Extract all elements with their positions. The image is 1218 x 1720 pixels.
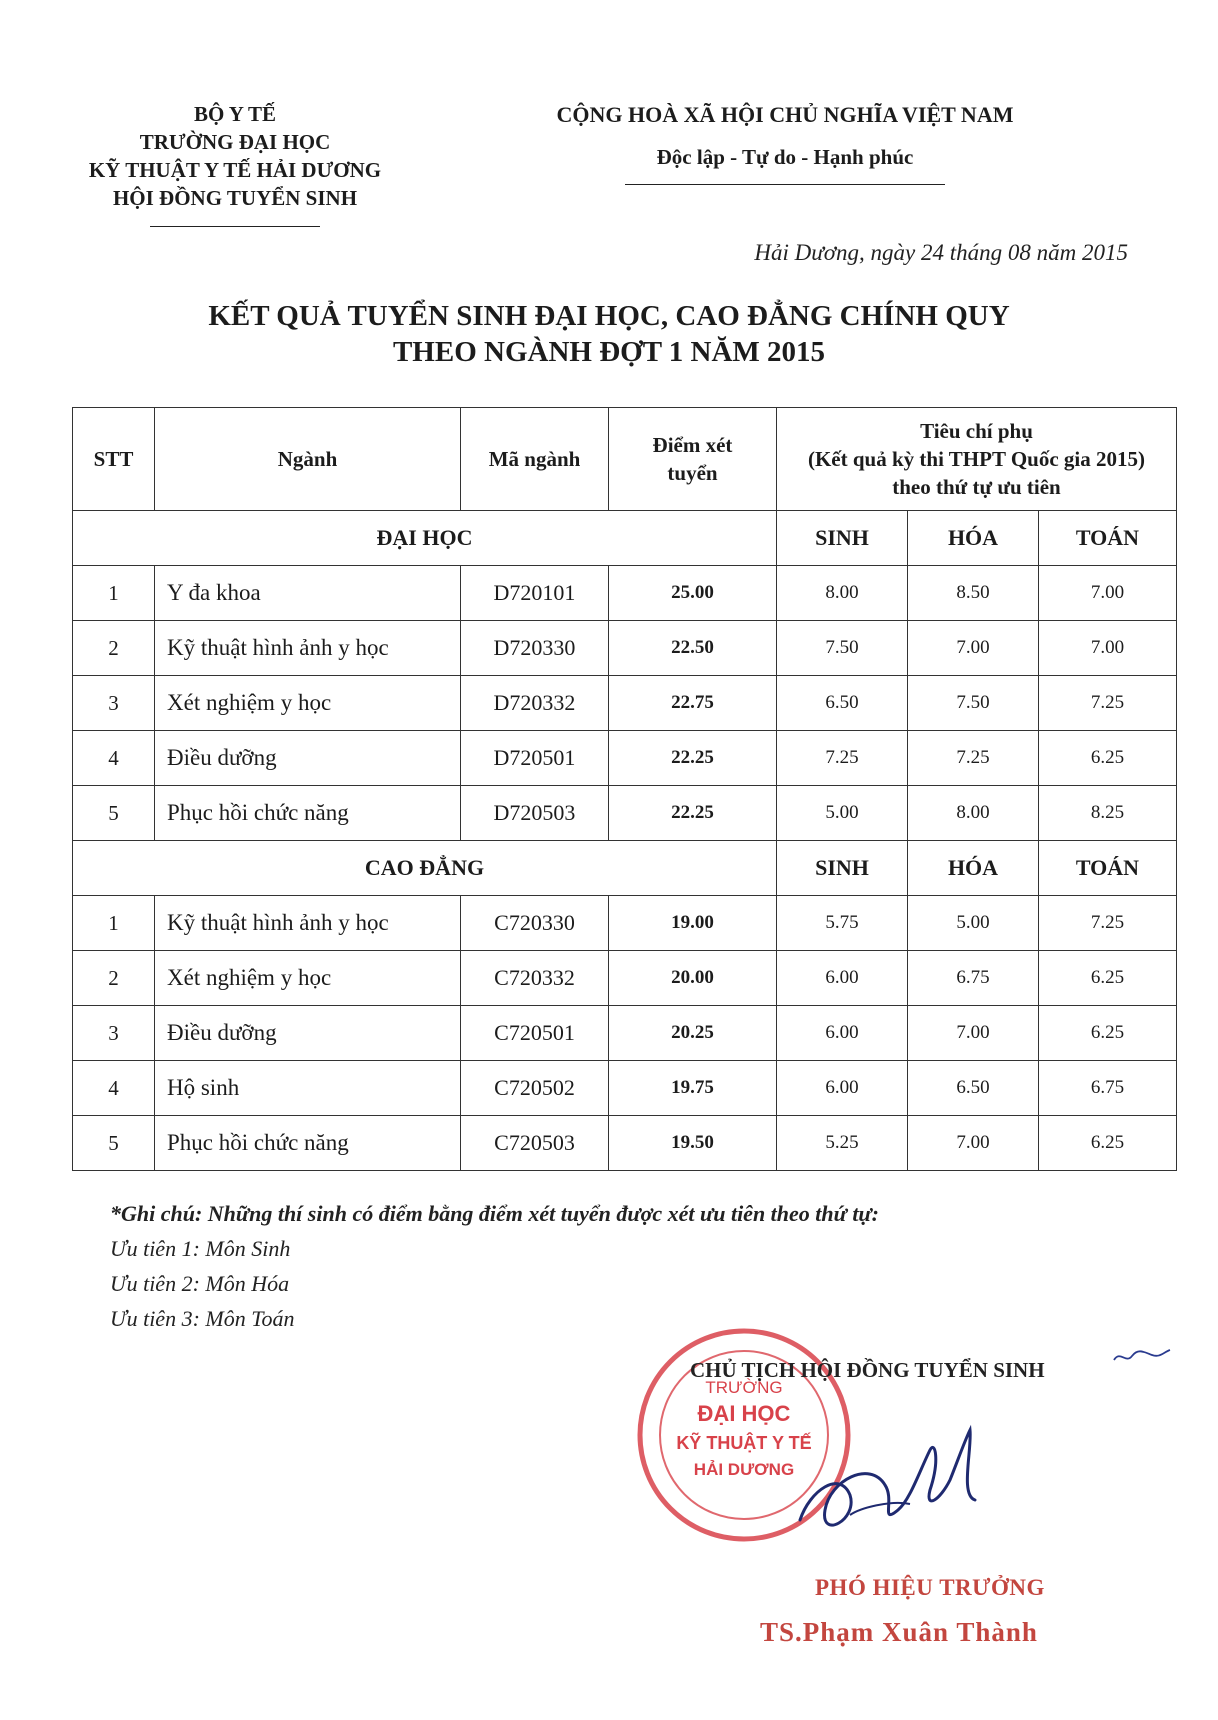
header-right-divider bbox=[625, 184, 945, 185]
cell-hoa: 7.25 bbox=[908, 731, 1039, 786]
header-diem-xet-tuyen bbox=[609, 408, 777, 511]
cell-stt: 5 bbox=[73, 786, 155, 841]
cell-hoa: 7.50 bbox=[908, 676, 1039, 731]
cell-ma-nganh: D720330 bbox=[461, 621, 609, 676]
results-table bbox=[72, 407, 1177, 1171]
cell-stt: 2 bbox=[73, 621, 155, 676]
subheader-sinh: SINH bbox=[777, 511, 908, 566]
cell-ma-nganh: C720503 bbox=[461, 1116, 609, 1171]
cell-nganh: Điều dưỡng bbox=[155, 1006, 461, 1061]
subheader-toan: TOÁN bbox=[1039, 511, 1177, 566]
table-row bbox=[73, 1006, 1177, 1061]
cell-diem-xet-tuyen: 20.25 bbox=[609, 1006, 777, 1061]
national-motto: Độc lập - Tự do - Hạnh phúc bbox=[656, 145, 914, 169]
cell-diem-xet-tuyen: 19.75 bbox=[609, 1061, 777, 1116]
cell-diem-xet-tuyen: 25.00 bbox=[609, 566, 777, 621]
table-row bbox=[73, 566, 1177, 621]
cell-diem-xet-tuyen: 19.00 bbox=[609, 896, 777, 951]
subheader-hoa: HÓA bbox=[908, 511, 1039, 566]
cell-toan: 7.25 bbox=[1039, 676, 1177, 731]
stamp-line-3: KỸ THUẬT Y TẾ bbox=[676, 1433, 812, 1453]
cell-nganh: Phục hồi chức năng bbox=[155, 786, 461, 841]
university-line-2: KỸ THUẬT Y TẾ HẢI DƯƠNG bbox=[88, 158, 382, 182]
cell-toan: 6.25 bbox=[1039, 1116, 1177, 1171]
cell-stt: 4 bbox=[73, 731, 155, 786]
cell-sinh: 6.00 bbox=[777, 1061, 908, 1116]
cell-nganh: Xét nghiệm y học bbox=[155, 676, 461, 731]
cell-hoa: 7.00 bbox=[908, 1006, 1039, 1061]
cell-sinh: 5.75 bbox=[777, 896, 908, 951]
cell-nganh: Phục hồi chức năng bbox=[155, 1116, 461, 1171]
cell-diem-xet-tuyen: 22.75 bbox=[609, 676, 777, 731]
cell-ma-nganh: C720330 bbox=[461, 896, 609, 951]
note-priority-2: Ưu tiên 2: Môn Hóa bbox=[110, 1271, 290, 1296]
handwritten-signature bbox=[780, 1400, 1000, 1560]
ministry-name: BỘ Y TẾ bbox=[193, 102, 277, 126]
cell-ma-nganh: D720503 bbox=[461, 786, 609, 841]
stamp-line-1: TRƯỜNG bbox=[705, 1378, 783, 1397]
header-tieu-chi-line-1: Tiêu chí phụ bbox=[920, 419, 1033, 443]
cell-stt: 3 bbox=[73, 676, 155, 731]
subheader-sinh: SINH bbox=[777, 841, 908, 896]
title-line-1: KẾT QUẢ TUYỂN SINH ĐẠI HỌC, CAO ĐẲNG CHÍNH QUY bbox=[208, 300, 1010, 332]
cell-nganh: Kỹ thuật hình ảnh y học bbox=[155, 621, 461, 676]
cell-nganh: Y đa khoa bbox=[155, 566, 461, 621]
cell-diem-xet-tuyen: 20.00 bbox=[609, 951, 777, 1006]
cell-toan: 6.25 bbox=[1039, 951, 1177, 1006]
cell-toan: 6.25 bbox=[1039, 731, 1177, 786]
cell-toan: 7.00 bbox=[1039, 621, 1177, 676]
header-right bbox=[500, 100, 1070, 185]
notes-block bbox=[110, 1196, 879, 1336]
section-header-row bbox=[73, 841, 1177, 896]
cell-nganh: Kỹ thuật hình ảnh y học bbox=[155, 896, 461, 951]
cell-stt: 2 bbox=[73, 951, 155, 1006]
stamp-line-2: ĐẠI HỌC bbox=[697, 1401, 791, 1426]
cell-toan: 7.25 bbox=[1039, 896, 1177, 951]
cell-diem-xet-tuyen: 22.25 bbox=[609, 786, 777, 841]
cell-hoa: 8.00 bbox=[908, 786, 1039, 841]
cell-diem-xet-tuyen: 22.25 bbox=[609, 731, 777, 786]
table-row bbox=[73, 1116, 1177, 1171]
header-ma-nganh: Mã ngành bbox=[461, 408, 609, 511]
table-row bbox=[73, 621, 1177, 676]
cell-ma-nganh: C720502 bbox=[461, 1061, 609, 1116]
cell-sinh: 7.25 bbox=[777, 731, 908, 786]
table-body bbox=[73, 511, 1177, 1171]
cell-ma-nganh: D720101 bbox=[461, 566, 609, 621]
cell-stt: 4 bbox=[73, 1061, 155, 1116]
table-row bbox=[73, 676, 1177, 731]
subheader-toan: TOÁN bbox=[1039, 841, 1177, 896]
header-left bbox=[40, 100, 430, 227]
document-title bbox=[0, 298, 1218, 370]
table-row bbox=[73, 786, 1177, 841]
header-stt: STT bbox=[73, 408, 155, 511]
cell-ma-nganh: D720332 bbox=[461, 676, 609, 731]
cell-sinh: 5.00 bbox=[777, 786, 908, 841]
cell-ma-nganh: D720501 bbox=[461, 731, 609, 786]
country-name: CỘNG HOÀ XÃ HỘI CHỦ NGHĨA VIỆT NAM bbox=[556, 102, 1014, 127]
cell-hoa: 7.00 bbox=[908, 1116, 1039, 1171]
table-row bbox=[73, 1061, 1177, 1116]
flourish-mark bbox=[1112, 1346, 1172, 1366]
cell-sinh: 6.50 bbox=[777, 676, 908, 731]
cell-nganh: Hộ sinh bbox=[155, 1061, 461, 1116]
section-header-row bbox=[73, 511, 1177, 566]
cell-toan: 8.25 bbox=[1039, 786, 1177, 841]
header-diem-line-2: tuyển bbox=[667, 461, 718, 485]
table-row bbox=[73, 731, 1177, 786]
cell-hoa: 6.50 bbox=[908, 1061, 1039, 1116]
cell-toan: 6.75 bbox=[1039, 1061, 1177, 1116]
note-priority-3: Ưu tiên 3: Môn Toán bbox=[110, 1306, 295, 1331]
signatory-name: TS.Phạm Xuân Thành bbox=[760, 1617, 1038, 1647]
header-tieu-chi-phu bbox=[777, 408, 1177, 511]
university-line-1: TRƯỜNG ĐẠI HỌC bbox=[139, 130, 331, 154]
date-line: Hải Dương, ngày 24 tháng 08 năm 2015 bbox=[754, 240, 1128, 265]
cell-sinh: 8.00 bbox=[777, 566, 908, 621]
cell-toan: 7.00 bbox=[1039, 566, 1177, 621]
cell-stt: 1 bbox=[73, 566, 155, 621]
header-nganh: Ngành bbox=[155, 408, 461, 511]
subheader-hoa: HÓA bbox=[908, 841, 1039, 896]
cell-sinh: 7.50 bbox=[777, 621, 908, 676]
title-line-2: THEO NGÀNH ĐỢT 1 NĂM 2015 bbox=[392, 336, 826, 368]
cell-sinh: 6.00 bbox=[777, 951, 908, 1006]
cell-stt: 5 bbox=[73, 1116, 155, 1171]
cell-hoa: 7.00 bbox=[908, 621, 1039, 676]
stamp-line-4: HẢI DƯƠNG bbox=[693, 1460, 795, 1479]
cell-diem-xet-tuyen: 22.50 bbox=[609, 621, 777, 676]
cell-hoa: 5.00 bbox=[908, 896, 1039, 951]
section-label: ĐẠI HỌC bbox=[73, 511, 777, 566]
cell-stt: 3 bbox=[73, 1006, 155, 1061]
cell-sinh: 6.00 bbox=[777, 1006, 908, 1061]
table-row bbox=[73, 896, 1177, 951]
signatory-title: CHỦ TỊCH HỘI ĐỒNG TUYỂN SINH bbox=[690, 1358, 1045, 1382]
cell-hoa: 8.50 bbox=[908, 566, 1039, 621]
signatory-position: PHÓ HIỆU TRƯỞNG bbox=[815, 1575, 1045, 1600]
cell-ma-nganh: C720501 bbox=[461, 1006, 609, 1061]
section-label: CAO ĐẲNG bbox=[73, 841, 777, 896]
header-tieu-chi-line-2: (Kết quả kỳ thi THPT Quốc gia 2015) bbox=[807, 447, 1145, 471]
cell-ma-nganh: C720332 bbox=[461, 951, 609, 1006]
cell-toan: 6.25 bbox=[1039, 1006, 1177, 1061]
header-tieu-chi-line-3: theo thứ tự ưu tiên bbox=[892, 475, 1061, 499]
cell-nganh: Xét nghiệm y học bbox=[155, 951, 461, 1006]
cell-sinh: 5.25 bbox=[777, 1116, 908, 1171]
header-left-divider bbox=[150, 226, 320, 227]
table-header-row bbox=[73, 408, 1177, 511]
table-row bbox=[73, 951, 1177, 1006]
council-name: HỘI ĐỒNG TUYỂN SINH bbox=[112, 186, 358, 210]
cell-diem-xet-tuyen: 19.50 bbox=[609, 1116, 777, 1171]
note-heading: *Ghi chú: Những thí sinh có điểm bằng điểm xét tuyển được xét ưu tiên theo thứ tự: bbox=[110, 1201, 879, 1226]
cell-stt: 1 bbox=[73, 896, 155, 951]
cell-hoa: 6.75 bbox=[908, 951, 1039, 1006]
header-diem-line-1: Điểm xét bbox=[652, 433, 733, 457]
cell-nganh: Điều dưỡng bbox=[155, 731, 461, 786]
note-priority-1: Ưu tiên 1: Môn Sinh bbox=[110, 1236, 291, 1261]
